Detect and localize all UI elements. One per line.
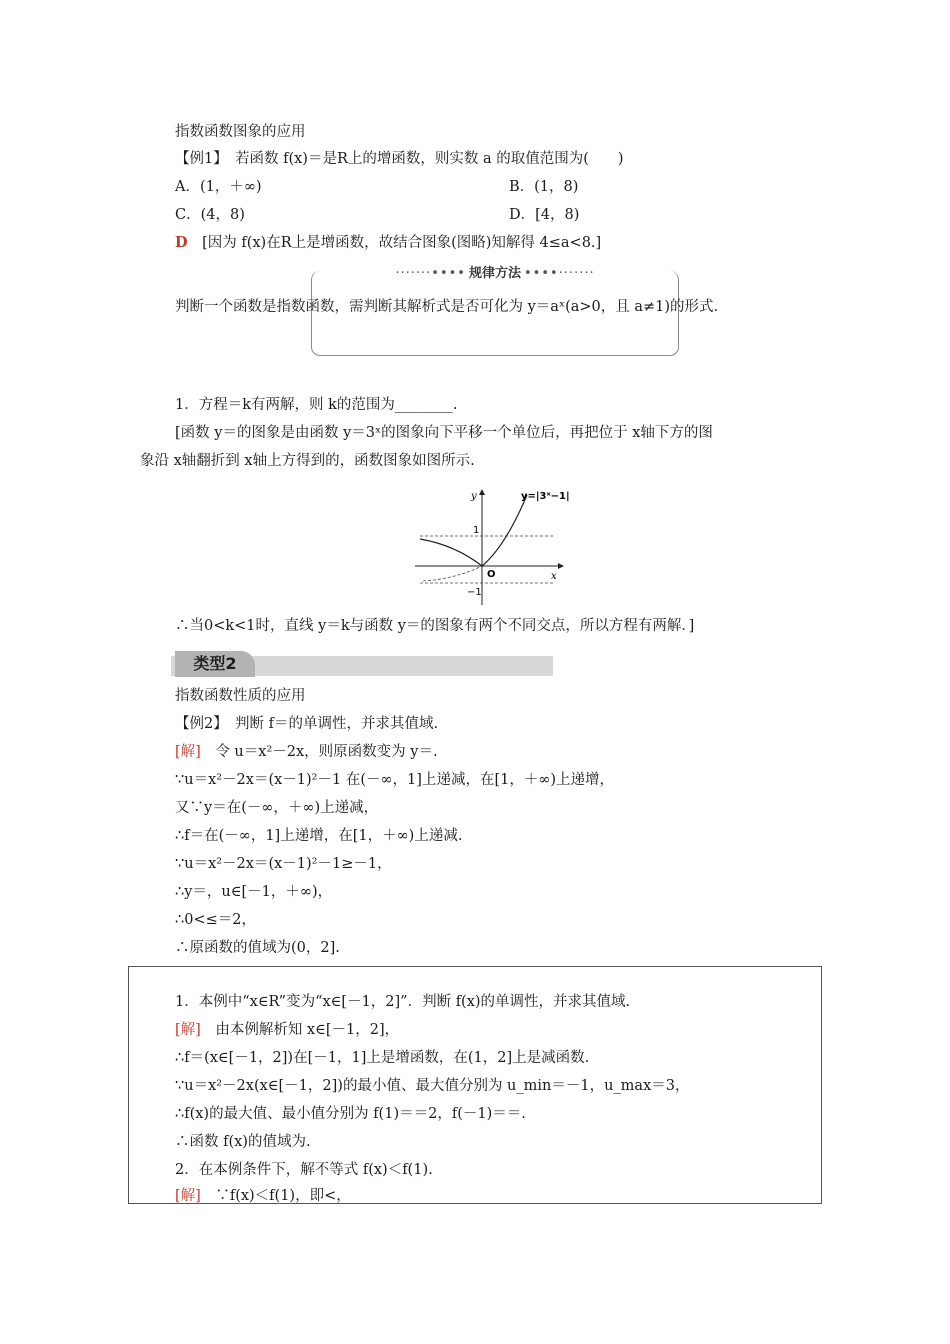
example-1-answer [175, 233, 601, 253]
option-b: B．(1，8) [509, 179, 579, 195]
practice-2-answer-1 [175, 1020, 399, 1040]
practice-2-question-1: 1．本例中“x∈R”变为“x∈[－1，2]”．判断 f(x)的单调性，并求其值域. [175, 994, 631, 1010]
example-2-step-2: ∵u＝x²－2x＝(x－1)²－1 在(－∞，1]上递减，在[1，＋∞)上递增， [175, 772, 615, 788]
answer-letter: D [175, 234, 188, 251]
example-2-text: 判断 f＝的单调性，并求其值域. [234, 716, 439, 732]
answer-b1-text: ∵f(x)＜f(1)，即<， [215, 1188, 351, 1204]
practice-2-answer-3: ∵u＝x²－2x(x∈[－1，2])的最小值、最大值分别为 u_min＝－1，u_max＝3， [175, 1078, 690, 1094]
example-2-step-8: ∴原函数的值域为(0，2]. [175, 940, 340, 956]
practice-2-answer-5: ∴函数 f(x)的值域为. [175, 1134, 311, 1150]
type-2-label: 类型2 [175, 651, 255, 677]
example-2-step-7: ∴0<≤＝2， [175, 912, 256, 928]
answer-explanation: [因为 f(x)在R上是增函数，故结合图象(图略)知解得 4≤a<8.] [202, 235, 602, 251]
example-2-step-4: ∴f＝在(－∞，1]上递增，在[1，＋∞)上递减. [175, 828, 463, 844]
curve-left-branch [420, 539, 482, 566]
function-graph [415, 487, 575, 607]
method-title-text: 规律方法 [466, 266, 524, 281]
method-title-dots-right: ••••······· [524, 266, 595, 281]
option-c: C．(4，8) [175, 207, 245, 223]
section-heading-property-application: 指数函数性质的应用 [175, 688, 306, 704]
example-2-tag: 【例2】 [175, 716, 221, 732]
method-box-title [311, 265, 679, 283]
example-2-step-3: 又∵y＝在(－∞，＋∞)上递减， [175, 800, 379, 816]
example-2-step-5: ∵u＝x²－2x＝(x－1)²－1≥－1， [175, 856, 392, 872]
y-axis-label: y [471, 491, 477, 502]
curve-right-branch [482, 495, 527, 566]
curve-label: y=|3ˣ−1| [521, 491, 570, 502]
method-title-dots-left: ·······•••• [395, 266, 466, 281]
example-2-step-1 [175, 742, 438, 762]
step-1-text: 令 u＝x²－2x，则原函数变为 y＝. [215, 744, 438, 760]
practice-1-solution-line-1: [函数 y＝的图象是由函数 y＝3ˣ的图象向下平移一个单位后，再把位于 x轴下方的图 [175, 425, 713, 441]
example-1-question [175, 149, 624, 169]
jie-marker: [解] [175, 744, 201, 760]
practice-2-question-2: 2．在本例条件下，解不等式 f(x)＜f(1). [175, 1162, 433, 1178]
jie-marker-2: [解] [175, 1022, 201, 1038]
tick-label-neg1: −1 [467, 587, 482, 598]
practice-1-question: 1．方程＝k有两解，则 k的范围为________. [175, 397, 458, 413]
dashed-curve-original [423, 566, 482, 581]
practice-2-answer-4: ∴f(x)的最大值、最小值分别为 f(1)＝＝2，f(－1)＝＝. [175, 1106, 526, 1122]
practice-2-answer-2: ∴f＝(x∈[－1，2])在[－1，1]上是增函数，在(1，2]上是减函数. [175, 1050, 590, 1066]
example-2-step-6: ∴y＝，u∈[－1，＋∞)， [175, 884, 333, 900]
x-axis-label: x [551, 571, 557, 582]
example-2-question [175, 714, 438, 734]
practice-1-conclusion: ∴当0<k<1时，直线 y＝k与函数 y＝的图象有两个不同交点，所以方程有两解．] [175, 618, 695, 634]
option-d: D．[4，8) [509, 207, 580, 223]
tick-label-1: 1 [473, 525, 480, 536]
example-1-tag: 【例1】 [175, 151, 221, 167]
answer-1-text: 由本例解析知 x∈[－1，2]， [215, 1022, 400, 1038]
practice-2-answer-b1 [175, 1186, 351, 1206]
x-axis-arrow [558, 563, 564, 569]
practice-1-solution-line-2: 象沿 x轴翻折到 x轴上方得到的，函数图象如图所示. [140, 453, 475, 469]
y-axis-arrow [479, 489, 485, 495]
origin-label: O [487, 569, 496, 580]
method-box-text: 判断一个函数是指数函数，需判断其解析式是否可化为 y＝aˣ(a>0，且 a≠1)的形式. [175, 299, 719, 315]
option-a: A．(1，＋∞) [175, 179, 262, 195]
jie-marker-3: [解] [175, 1188, 201, 1204]
example-1-text: 若函数 f(x)＝是R上的增函数，则实数 a 的取值范围为( ) [234, 151, 624, 167]
section-heading-graph-application: 指数函数图象的应用 [175, 124, 306, 140]
